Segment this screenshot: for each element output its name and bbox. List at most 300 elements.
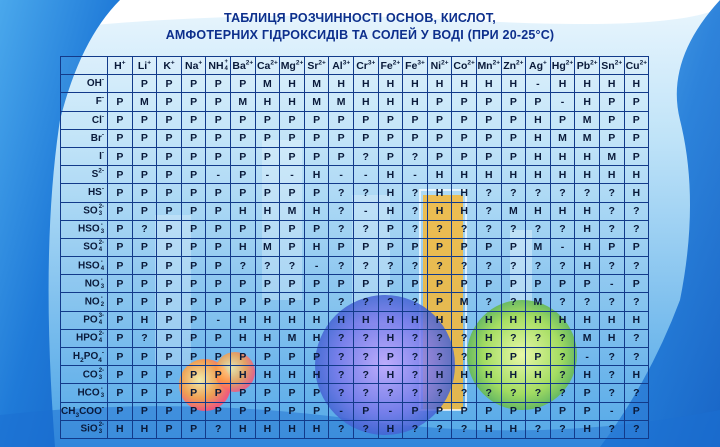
solubility-cell: Р (255, 293, 280, 311)
solubility-cell: Р (132, 202, 157, 220)
solubility-cell: ? (378, 293, 403, 311)
solubility-cell: ? (403, 366, 428, 384)
ion-base: Li (137, 59, 148, 72)
ion-base: S (91, 169, 99, 181)
ion-charge: - (100, 295, 103, 302)
solubility-cell: Р (181, 311, 206, 329)
solubility-cell: ? (575, 184, 600, 202)
solubility-cell: ? (526, 384, 551, 402)
solubility-cell: М (575, 111, 600, 129)
cation-header (255, 57, 280, 75)
solubility-cell: Р (181, 220, 206, 238)
solubility-cell: Р (599, 111, 624, 129)
solubility-cell: Н (132, 311, 157, 329)
solubility-cell: Н (378, 202, 403, 220)
solubility-cell: М (526, 238, 551, 256)
table-row (61, 75, 649, 93)
solubility-cell: Р (403, 111, 428, 129)
solubility-cell: ? (452, 329, 477, 347)
solubility-cell: Н (108, 420, 133, 438)
solubility-cell: ? (624, 348, 649, 366)
ion-base: SO (83, 242, 98, 254)
solubility-cell: ? (403, 184, 428, 202)
solubility-cell: - (280, 166, 305, 184)
solubility-cell: Р (476, 147, 501, 165)
solubility-cell: Р (624, 238, 649, 256)
solubility-cell: Р (108, 384, 133, 402)
solubility-cell: ? (624, 384, 649, 402)
solubility-cell: ? (427, 384, 452, 402)
anion-header (61, 384, 108, 402)
solubility-cell: Н (599, 329, 624, 347)
solubility-cell: - (599, 402, 624, 420)
solubility-cell: - (378, 402, 403, 420)
solubility-cell: Н (550, 166, 575, 184)
solubility-cell: Р (452, 147, 477, 165)
solubility-cell: Р (108, 202, 133, 220)
cation-header (181, 57, 206, 75)
solubility-cell: - (599, 275, 624, 293)
corner-cell (61, 57, 108, 75)
solubility-cell: Р (403, 402, 428, 420)
solubility-cell: Р (476, 402, 501, 420)
solubility-cell: Н (304, 420, 329, 438)
solubility-cell: Р (599, 93, 624, 111)
solubility-cell: Р (427, 275, 452, 293)
solubility-cell: ? (132, 329, 157, 347)
solubility-cell: Р (280, 147, 305, 165)
table-row (61, 238, 649, 256)
ion-charge: 2+ (392, 59, 401, 67)
solubility-cell: ? (501, 257, 526, 275)
solubility-cell: ? (624, 220, 649, 238)
solubility-cell: Р (157, 420, 182, 438)
solubility-cell: ? (452, 384, 477, 402)
cation-header (501, 57, 526, 75)
ion-base: CO (82, 369, 98, 381)
ion-charge: + (224, 58, 229, 65)
solubility-cell: ? (550, 348, 575, 366)
solubility-cell: Н (575, 202, 600, 220)
solubility-cell: Н (403, 311, 428, 329)
solubility-cell: Н (427, 75, 452, 93)
solubility-cell: Р (206, 202, 231, 220)
solubility-cell: ? (427, 257, 452, 275)
solubility-cell: ? (624, 257, 649, 275)
ion-base: Na (184, 59, 199, 72)
solubility-cell: Р (157, 184, 182, 202)
solubility-cell: ? (501, 220, 526, 238)
cation-header (157, 57, 182, 75)
solubility-cell: Р (550, 111, 575, 129)
solubility-cell: Р (132, 348, 157, 366)
ion-charge-stack (101, 222, 104, 236)
anion-header (61, 220, 108, 238)
solubility-cell: Р (157, 366, 182, 384)
solubility-cell: ? (403, 384, 428, 402)
ion-subscript: 2 (80, 357, 84, 365)
solubility-cell: Р (280, 348, 305, 366)
ion-charge: 2+ (270, 59, 278, 67)
solubility-cell: М (452, 293, 477, 311)
ion-charge: - (101, 131, 105, 139)
solubility-cell: Р (157, 329, 182, 347)
solubility-cell: Н (501, 75, 526, 93)
ion-subscript: 3 (100, 283, 105, 290)
solubility-cell: Р (353, 129, 378, 147)
ion-charge-stack (99, 331, 104, 345)
solubility-cell: Н (427, 166, 452, 184)
solubility-cell: Н (575, 238, 600, 256)
ion-base: OH (86, 78, 102, 90)
ion-charge: - (101, 149, 105, 157)
cation-header (427, 57, 452, 75)
solubility-cell: Н (624, 311, 649, 329)
solubility-cell: Р (378, 129, 403, 147)
solubility-cell: Р (304, 275, 329, 293)
solubility-cell: Н (280, 75, 305, 93)
solubility-cell: Р (427, 93, 452, 111)
anion-header (61, 275, 108, 293)
solubility-cell: Р (231, 402, 256, 420)
ion-charge: + (147, 59, 151, 67)
ion-base: Sn (601, 59, 615, 72)
solubility-cell: Н (452, 75, 477, 93)
solubility-cell: Р (108, 147, 133, 165)
anion-header (61, 184, 108, 202)
solubility-cell: Р (255, 220, 280, 238)
solubility-cell: - (206, 166, 231, 184)
solubility-cell: Р (132, 366, 157, 384)
solubility-cell: Р (304, 147, 329, 165)
solubility-cell: Н (550, 202, 575, 220)
solubility-cell: Н (304, 166, 329, 184)
solubility-cell: Н (329, 75, 354, 93)
solubility-cell: Р (526, 93, 551, 111)
solubility-cell: - (329, 402, 354, 420)
cation-header (599, 57, 624, 75)
ion-base: Al (332, 59, 343, 72)
solubility-cell: Р (353, 111, 378, 129)
solubility-cell: Н (452, 366, 477, 384)
solubility-cell: Р (132, 75, 157, 93)
solubility-cell: Н (280, 366, 305, 384)
solubility-cell: Р (501, 147, 526, 165)
solubility-cell: Р (231, 220, 256, 238)
ion-charge: 2+ (318, 59, 326, 67)
solubility-cell: Р (624, 129, 649, 147)
solubility-cell: Р (157, 348, 182, 366)
solubility-cell: Р (280, 238, 305, 256)
solubility-cell: Р (108, 166, 133, 184)
solubility-cell: ? (452, 348, 477, 366)
ion-charge: - (101, 113, 105, 121)
solubility-cell: Р (624, 275, 649, 293)
solubility-cell: - (353, 166, 378, 184)
solubility-cell: Р (550, 275, 575, 293)
solubility-cell: Р (353, 275, 378, 293)
solubility-cell (108, 75, 133, 93)
solubility-cell: ? (353, 348, 378, 366)
solubility-cell: Р (206, 257, 231, 275)
solubility-cell: - (206, 311, 231, 329)
anion-header (61, 257, 108, 275)
solubility-cell: Н (526, 202, 551, 220)
solubility-cell: Р (353, 402, 378, 420)
solubility-cell: ? (329, 293, 354, 311)
solubility-cell: Р (206, 238, 231, 256)
solubility-cell: Н (403, 75, 428, 93)
solubility-cell: М (255, 238, 280, 256)
ion-base: NO (84, 278, 100, 290)
solubility-cell: Р (206, 348, 231, 366)
solubility-cell: Р (427, 129, 452, 147)
solubility-cell: Н (304, 329, 329, 347)
table-row (61, 257, 649, 275)
solubility-cell: ? (231, 257, 256, 275)
solubility-cell: Н (550, 75, 575, 93)
solubility-cell: ? (427, 220, 452, 238)
solubility-cell: Р (181, 402, 206, 420)
solubility-cell: ? (550, 184, 575, 202)
ion-charge: 2- (98, 422, 105, 429)
table-row (61, 147, 649, 165)
ion-charge: + (121, 59, 126, 67)
ion-base: Pb (576, 59, 591, 72)
solubility-cell: ? (329, 257, 354, 275)
solubility-cell: ? (427, 420, 452, 438)
solubility-cell: Р (108, 257, 133, 275)
solubility-cell: Н (255, 311, 280, 329)
solubility-cell: Н (575, 366, 600, 384)
ion-charge: 2- (98, 367, 105, 374)
table-row (61, 202, 649, 220)
solubility-cell: Н (304, 238, 329, 256)
cation-header (476, 57, 501, 75)
solubility-cell: Р (280, 220, 305, 238)
solubility-cell: М (575, 129, 600, 147)
solubility-cell: Р (476, 348, 501, 366)
solubility-cell: Н (255, 329, 280, 347)
solubility-cell: Р (157, 402, 182, 420)
ion-charge: - (100, 276, 103, 283)
solubility-cell: Р (181, 366, 206, 384)
ion-base: Mg (280, 59, 296, 72)
solubility-cell: Р (452, 238, 477, 256)
solubility-cell: Р (206, 366, 231, 384)
solubility-cell: Р (304, 384, 329, 402)
solubility-cell: Н (304, 311, 329, 329)
solubility-cell: Н (575, 147, 600, 165)
table-row (61, 420, 649, 438)
solubility-cell: Р (427, 111, 452, 129)
ion-base: SO (83, 205, 98, 217)
ion-charge-stack (99, 313, 104, 327)
solubility-cell: Р (108, 93, 133, 111)
solubility-cell: Н (526, 129, 551, 147)
table-row (61, 275, 649, 293)
solubility-cell: ? (501, 329, 526, 347)
solubility-cell: Н (452, 202, 477, 220)
cation-header (280, 57, 305, 75)
solubility-cell: Н (378, 366, 403, 384)
solubility-cell: Р (427, 402, 452, 420)
ion-charge: 2+ (516, 59, 524, 67)
solubility-cell: Р (427, 293, 452, 311)
solubility-cell: Р (132, 402, 157, 420)
ion-charge-stack (101, 259, 104, 273)
solubility-cell: Н (329, 311, 354, 329)
table-row (61, 329, 649, 347)
solubility-cell: Н (476, 366, 501, 384)
ion-charge-stack (99, 368, 104, 382)
solubility-cell: ? (476, 184, 501, 202)
ion-charge-stack (101, 277, 104, 291)
solubility-cell: Н (476, 75, 501, 93)
solubility-cell: Н (476, 329, 501, 347)
solubility-cell: Н (575, 311, 600, 329)
ion-charge-stack (99, 240, 104, 254)
ion-charge: 2- (98, 331, 105, 338)
solubility-cell: Н (353, 75, 378, 93)
table-row (61, 93, 649, 111)
solubility-cell: Р (157, 75, 182, 93)
ion-subscript: 4 (98, 338, 103, 345)
solubility-cell: Н (526, 166, 551, 184)
solubility-cell: ? (526, 420, 551, 438)
ion-base: F (95, 96, 102, 108)
cation-header-row (61, 57, 649, 75)
ion-base-2: PO (83, 351, 99, 363)
anion-header (61, 166, 108, 184)
solubility-cell: Р (501, 238, 526, 256)
ion-subscript: 4 (100, 265, 105, 272)
solubility-cell: Р (280, 384, 305, 402)
solubility-cell: М (304, 75, 329, 93)
ion-base: Sr (307, 59, 319, 72)
ion-charge: - (100, 222, 103, 229)
solubility-cell: Р (501, 348, 526, 366)
solubility-cell: Р (280, 293, 305, 311)
solubility-cell: Н (427, 202, 452, 220)
solubility-cell: Н (403, 93, 428, 111)
solubility-cell: Р (304, 293, 329, 311)
solubility-cell: ? (452, 420, 477, 438)
solubility-cell: ? (599, 184, 624, 202)
solubility-cell: ? (353, 257, 378, 275)
solubility-cell: Н (599, 311, 624, 329)
solubility-cell: Р (181, 348, 206, 366)
solubility-cell: ? (501, 184, 526, 202)
solubility-cell: Р (255, 147, 280, 165)
solubility-cell: Р (157, 293, 182, 311)
ion-base: NO (84, 296, 100, 308)
ion-base: Ca (256, 59, 271, 72)
table-row (61, 384, 649, 402)
ion-charge: 2+ (614, 59, 623, 67)
ion-base: HSO (78, 260, 100, 272)
solubility-cell: Р (550, 402, 575, 420)
solubility-cell: Р (206, 275, 231, 293)
solubility-cell: Р (501, 275, 526, 293)
solubility-cell: ? (353, 184, 378, 202)
solubility-cell: Р (108, 238, 133, 256)
solubility-cell: ? (624, 420, 649, 438)
table-row (61, 402, 649, 420)
solubility-cell: Р (255, 384, 280, 402)
ion-subscript: 3 (100, 392, 105, 399)
ion-charge: 2- (98, 204, 105, 211)
solubility-cell: ? (132, 220, 157, 238)
solubility-cell: ? (403, 147, 428, 165)
cation-header (378, 57, 403, 75)
solubility-cell: Н (526, 311, 551, 329)
solubility-cell: - (255, 166, 280, 184)
ion-base: Ni (430, 59, 442, 72)
solubility-cell: Р (132, 275, 157, 293)
solubility-cell: ? (403, 257, 428, 275)
solubility-cell: Р (181, 184, 206, 202)
solubility-cell: Р (378, 111, 403, 129)
solubility-cell: ? (329, 202, 354, 220)
solubility-cell: Р (452, 93, 477, 111)
solubility-cell: Н (526, 111, 551, 129)
solubility-cell: Н (132, 420, 157, 438)
solubility-cell: М (255, 75, 280, 93)
ion-charge: - (101, 404, 105, 412)
ion-base: SiO (80, 423, 98, 435)
solubility-cell: Р (231, 184, 256, 202)
solubility-cell: Р (378, 238, 403, 256)
anion-header (61, 293, 108, 311)
solubility-cell: Р (181, 202, 206, 220)
solubility-cell: Р (476, 238, 501, 256)
solubility-cell: Н (378, 166, 403, 184)
solubility-cell: Р (280, 184, 305, 202)
solubility-cell: Н (353, 93, 378, 111)
solubility-cell: Р (378, 348, 403, 366)
ion-charge: - (101, 186, 105, 194)
solubility-cell: ? (353, 329, 378, 347)
solubility-cell: Н (255, 93, 280, 111)
solubility-cell: Р (255, 348, 280, 366)
solubility-cell: Р (378, 220, 403, 238)
solubility-cell: ? (476, 220, 501, 238)
solubility-cell: ? (403, 420, 428, 438)
solubility-cell: М (280, 329, 305, 347)
solubility-cell: Н (304, 366, 329, 384)
ion-charge: 3+ (367, 59, 376, 67)
solubility-cell: Р (280, 402, 305, 420)
solubility-cell: Р (157, 202, 182, 220)
solubility-cell: Р (526, 348, 551, 366)
solubility-cell: Р (181, 275, 206, 293)
solubility-cell: Р (157, 166, 182, 184)
solubility-cell: ? (501, 293, 526, 311)
ion-base: H (114, 59, 122, 72)
solubility-cell: ? (452, 257, 477, 275)
solubility-cell: ? (403, 202, 428, 220)
solubility-cell: Р (132, 184, 157, 202)
solubility-cell: Н (378, 329, 403, 347)
solubility-cell: Р (157, 275, 182, 293)
anion-header (61, 348, 108, 366)
solubility-cell: ? (526, 184, 551, 202)
ion-base: Co (453, 59, 468, 72)
solubility-cell: Р (157, 111, 182, 129)
solubility-cell: Р (108, 184, 133, 202)
solubility-cell: Н (476, 311, 501, 329)
